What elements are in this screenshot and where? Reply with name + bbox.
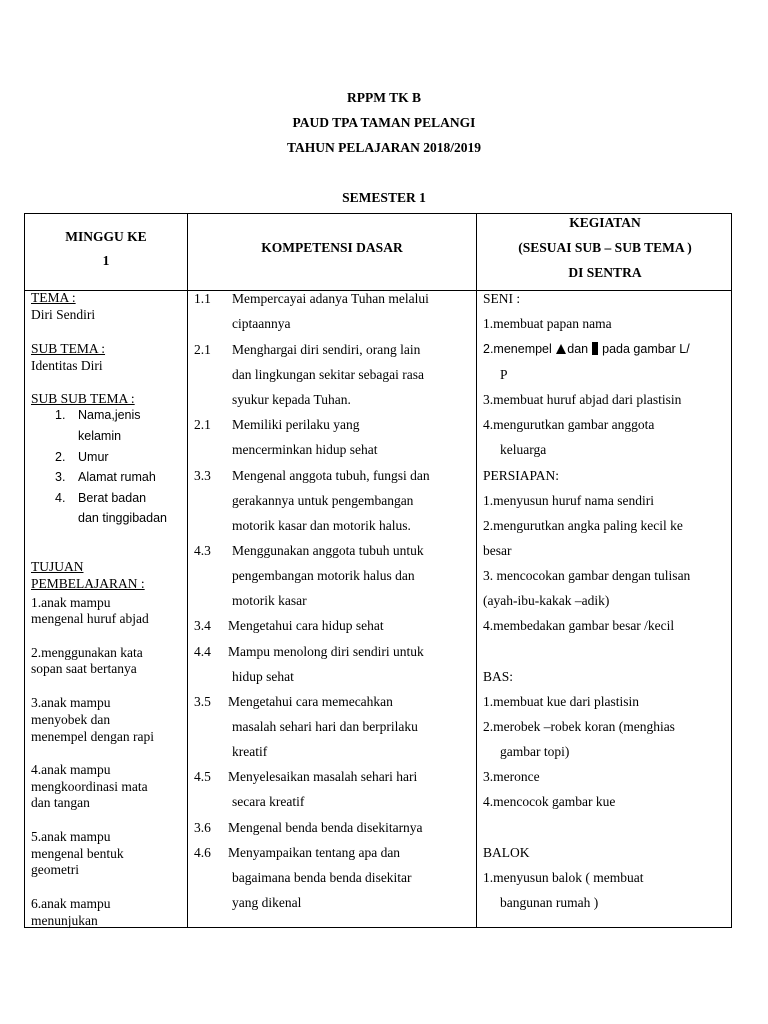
kegiatan-item: 1.menyusun balok ( membuat	[483, 870, 644, 885]
header-kegiatan-sentra: DI SENTRA	[568, 265, 642, 280]
kd-number: 4.5	[194, 769, 211, 784]
kegiatan-text: dan	[567, 342, 589, 356]
kegiatan-item: 1.menyusun huruf nama sendiri	[483, 493, 654, 508]
kd-text: gerakannya untuk pengembangan	[232, 493, 414, 508]
kegiatan-item-cont: (ayah-ibu-kakak –adik)	[483, 593, 610, 608]
subsub-number: 1.	[55, 408, 66, 422]
kd-text: Memiliki perilaku yang	[232, 417, 360, 432]
kegiatan-item: 4.mengurutkan gambar anggota	[483, 417, 655, 432]
subtema-value: Identitas Diri	[31, 358, 103, 373]
kegiatan-item: 2.mengurutkan angka paling kecil ke	[483, 518, 683, 533]
kd-text: Mengenal anggota tubuh, fungsi dan	[232, 468, 430, 483]
triangle-icon	[556, 344, 566, 354]
kegiatan-item	[483, 342, 690, 356]
kegiatan-item: 1.membuat kue dari plastisin	[483, 694, 639, 709]
tujuan-item: menunjukan	[31, 913, 98, 928]
kegiatan-item: 1.membuat papan nama	[483, 316, 612, 331]
kd-text: motorik kasar	[232, 593, 307, 608]
header-minggu: MINGGU KE	[65, 229, 147, 244]
persiapan-heading: PERSIAPAN:	[483, 468, 560, 483]
subsub-item-cont: kelamin	[78, 429, 122, 443]
subsub-item: Umur	[78, 450, 109, 464]
header-kegiatan-sub: (SESUAI SUB – SUB TEMA )	[518, 240, 692, 255]
kd-text: Menyelesaikan masalah sehari hari	[228, 769, 418, 784]
column-divider	[187, 214, 188, 927]
academic-year: TAHUN PELAJARAN 2018/2019	[286, 140, 481, 155]
kd-text: hidup sehat	[232, 669, 294, 684]
kd-text: mencerminkan hidup sehat	[232, 442, 378, 457]
tujuan-item: sopan saat bertanya	[31, 661, 137, 676]
tujuan-item: mengenal bentuk	[31, 846, 124, 861]
subsub-item: Alamat rumah	[78, 470, 156, 484]
kd-text: Menyampaikan tentang apa dan	[228, 845, 401, 860]
kegiatan-item: 4.mencocok gambar kue	[483, 794, 616, 809]
kd-number: 3.4	[194, 618, 211, 633]
kd-text: masalah sehari hari dan berprilaku	[232, 719, 418, 734]
subsubtema-label: SUB SUB TEMA :	[31, 391, 135, 406]
kd-number: 3.6	[194, 820, 211, 835]
subsub-number: 4.	[55, 491, 66, 505]
kd-number: 4.6	[194, 845, 211, 860]
tujuan-item: dan tangan	[31, 795, 90, 810]
kegiatan-item: 3.membuat huruf abjad dari plastisin	[483, 392, 682, 407]
kegiatan-item-cont: besar	[483, 543, 512, 558]
tujuan-item: 1.anak mampu	[31, 595, 111, 610]
subsub-item: Nama,jenis	[78, 408, 141, 422]
tujuan-item: menyobek dan	[31, 712, 111, 727]
tujuan-item: mengkoordinasi mata	[31, 779, 148, 794]
school-name: PAUD TPA TAMAN PELANGI	[292, 115, 476, 130]
tujuan-item: mengenal huruf abjad	[31, 611, 149, 626]
kd-text: Mengetahui cara hidup sehat	[228, 618, 384, 633]
header-minggu-number: 1	[102, 253, 110, 268]
kd-text: secara kreatif	[232, 794, 305, 809]
kd-number: 3.3	[194, 468, 211, 483]
kd-text: dan lingkungan sekitar sebagai rasa	[232, 367, 424, 382]
rppm-table	[24, 213, 732, 928]
kegiatan-text: 2.menempel	[483, 342, 552, 356]
subsub-number: 2.	[55, 450, 66, 464]
kegiatan-item-cont: gambar topi)	[500, 744, 570, 759]
kd-text: Mengetahui cara memecahkan	[228, 694, 393, 709]
kd-text: yang dikenal	[232, 895, 302, 910]
column-divider	[476, 214, 477, 927]
kd-text: Mengenal benda benda disekitarnya	[228, 820, 423, 835]
kd-text: Mampu menolong diri sendiri untuk	[228, 644, 424, 659]
kd-number: 4.4	[194, 644, 211, 659]
subsub-item-cont: dan tinggibadan	[78, 511, 167, 525]
kd-text: ciptaannya	[232, 316, 291, 331]
kegiatan-item-cont: bangunan rumah )	[500, 895, 599, 910]
header-kompetensi: KOMPETENSI DASAR	[261, 240, 403, 255]
bas-heading: BAS:	[483, 669, 514, 684]
doc-title: RPPM TK B	[347, 90, 421, 105]
semester-label: SEMESTER 1	[342, 190, 426, 205]
kd-text: syukur kepada Tuhan.	[232, 392, 351, 407]
rectangle-icon	[592, 342, 598, 355]
kd-number: 2.1	[194, 417, 211, 432]
subsub-number: 3.	[55, 470, 66, 484]
tujuan-label: TUJUAN	[31, 559, 84, 574]
kd-text: motorik kasar dan motorik halus.	[232, 518, 411, 533]
kd-number: 3.5	[194, 694, 211, 709]
subtema-label: SUB TEMA :	[31, 341, 106, 356]
kd-text: pengembangan motorik halus dan	[232, 568, 415, 583]
balok-heading: BALOK	[483, 845, 530, 860]
kd-number: 1.1	[194, 291, 211, 306]
kegiatan-item: 2.merobek –robek koran (menghias	[483, 719, 675, 734]
kegiatan-text: pada gambar L/	[602, 342, 690, 356]
tema-value: Diri Sendiri	[31, 307, 96, 322]
subsub-item: Berat badan	[78, 491, 147, 505]
tujuan-item: geometri	[31, 862, 79, 877]
kd-number: 2.1	[194, 342, 211, 357]
tujuan-item: 2.menggunakan kata	[31, 645, 143, 660]
kd-text: kreatif	[232, 744, 268, 759]
kd-text: Menghargai diri sendiri, orang lain	[232, 342, 421, 357]
kegiatan-item: 3.meronce	[483, 769, 540, 784]
kegiatan-item-cont: keluarga	[500, 442, 547, 457]
tema-label: TEMA :	[31, 290, 76, 305]
tujuan-item: 4.anak mampu	[31, 762, 111, 777]
tujuan-item: 6.anak mampu	[31, 896, 111, 911]
kd-text: Mempercayai adanya Tuhan melalui	[232, 291, 429, 306]
kd-number: 4.3	[194, 543, 211, 558]
kegiatan-item-cont: P	[500, 367, 508, 382]
tujuan-item: menempel dengan rapi	[31, 729, 154, 744]
header-kegiatan: KEGIATAN	[569, 215, 641, 230]
tujuan-item: 3.anak mampu	[31, 695, 111, 710]
tujuan-label-cont: PEMBELAJARAN :	[31, 576, 145, 591]
kd-text: Menggunakan anggota tubuh untuk	[232, 543, 424, 558]
kegiatan-item: 3. mencocokan gambar dengan tulisan	[483, 568, 691, 583]
kd-text: bagaimana benda benda disekitar	[232, 870, 412, 885]
tujuan-item: 5.anak mampu	[31, 829, 111, 844]
kegiatan-item: 4.membedakan gambar besar /kecil	[483, 618, 675, 633]
seni-heading: SENI :	[483, 291, 521, 306]
